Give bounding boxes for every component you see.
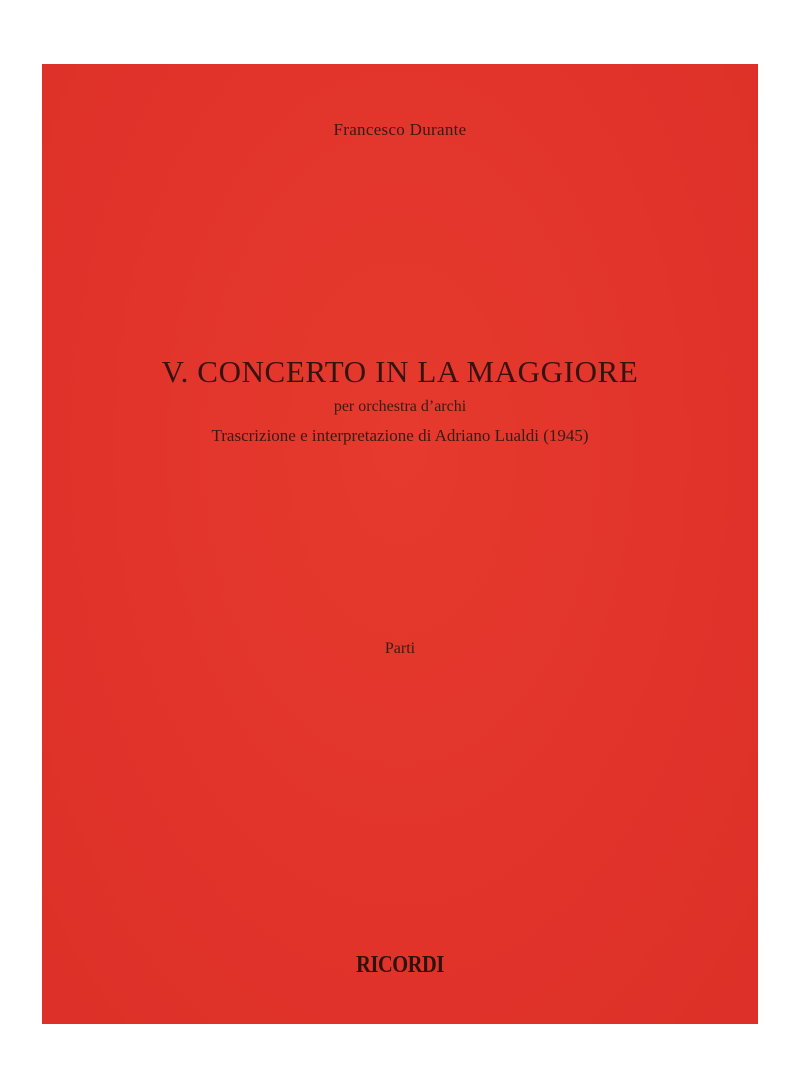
publisher-logo: RICORDI (356, 952, 444, 978)
edition-type-label: Parti (384, 640, 416, 657)
work-title: V. CONCERTO IN LA MAGGIORE (161, 354, 639, 389)
transcription-credit: Trascrizione e interpretazione di Adriano Lualdi (1945) (211, 426, 589, 445)
book-cover (42, 64, 758, 1024)
work-subtitle: per orchestra d’archi (333, 398, 467, 415)
composer-name: Francesco Durante (333, 120, 467, 139)
